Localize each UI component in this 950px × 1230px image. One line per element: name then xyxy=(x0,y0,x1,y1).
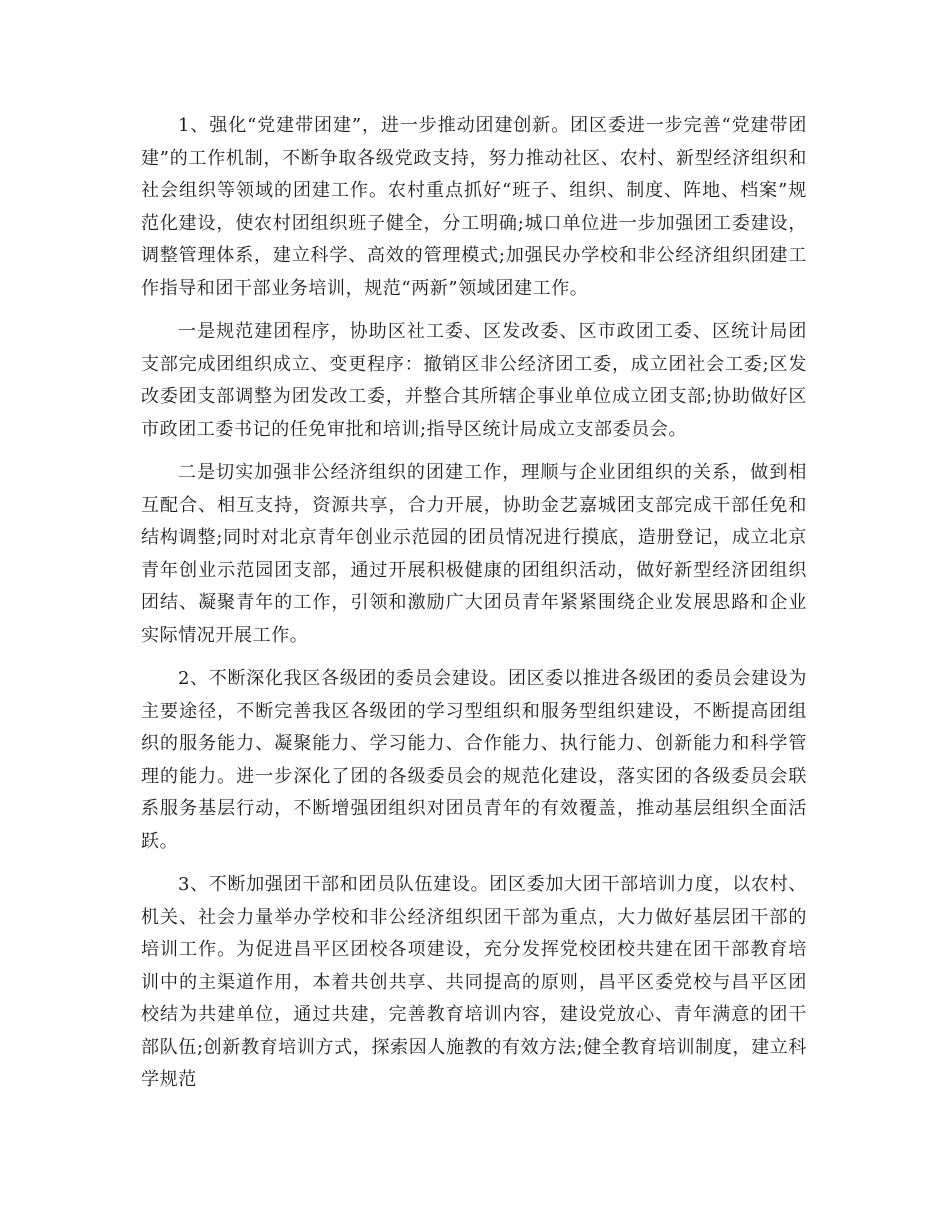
paragraph-5: 3、不断加强团干部和团员队伍建设。团区委加大团干部培训力度，以农村、机关、社会力量举办学校和非公经济组织团干部为重点，大力做好基层团干部的培训工作。为促进昌平区团校各项建设，充分发挥党校团校共建在团干部教育培训中的主渠道作用，本着共创共享、共同提高的原则，昌平区委党校与昌平区团校结为共建单位，通过共建，完善教育培训内容，建设党放心、青年满意的团干部队伍;创新教育培训方式，探索因人施教的有效方法;健全教育培训制度，建立科学规范 xyxy=(141,874,807,1090)
paragraph-1: 1、强化“党建带团建”，进一步推动团建创新。团区委进一步完善“党建带团建”的工作机制，不断争取各级党政支持，努力推动社区、农村、新型经济组织和社会组织等领域的团建工作。农村重点抓好“班子、组织、制度、阵地、档案”规范化建设，使农村团组织班子健全，分工明确;城口单位进一步加强团工委建设，调整管理体系，建立科学、高效的管理模式;加强民办学校和非公经济组织团建工作指导和团干部业务培训，规范“两新”领域团建工作。 xyxy=(141,115,807,299)
paragraph-4: 2、不断深化我区各级团的委员会建设。团区委以推进各级团的委员会建设为主要途径，不断完善我区各级团的学习型组织和服务型组织建设，不断提高团组织的服务能力、凝聚能力、学习能力、合作能力、执行能力、创新能力和科学管理的能力。进一步深化了团的各级委员会的规范化建设，落实团的各级委员会联系服务基层行动，不断增强团组织对团员青年的有效覆盖，推动基层组织全面活跃。 xyxy=(141,668,807,852)
paragraph-3: 二是切实加强非公经济组织的团建工作，理顺与企业团组织的关系，做到相互配合、相互支持，资源共享，合力开展，协助金艺嘉城团支部完成干部任免和结构调整;同时对北京青年创业示范园的团员情况进行摸底，造册登记，成立北京青年创业示范园团支部，通过开展积极健康的团组织活动，做好新型经济团组织团结、凝聚青年的工作，引领和激励广大团员青年紧紧围绕企业发展思路和企业实际情况开展工作。 xyxy=(141,462,807,646)
document-body xyxy=(141,110,807,1108)
paragraph-2: 一是规范建团程序，协助区社工委、区发改委、区市政团工委、区统计局团支部完成团组织成立、变更程序：撤销区非公经济团工委，成立团社会工委;区发改委团支部调整为团发改工委，并整合其所辖企事业单位成立团支部;协助做好区市政团工委书记的任免审批和培训;指导区统计局成立支部委员会。 xyxy=(141,321,807,440)
